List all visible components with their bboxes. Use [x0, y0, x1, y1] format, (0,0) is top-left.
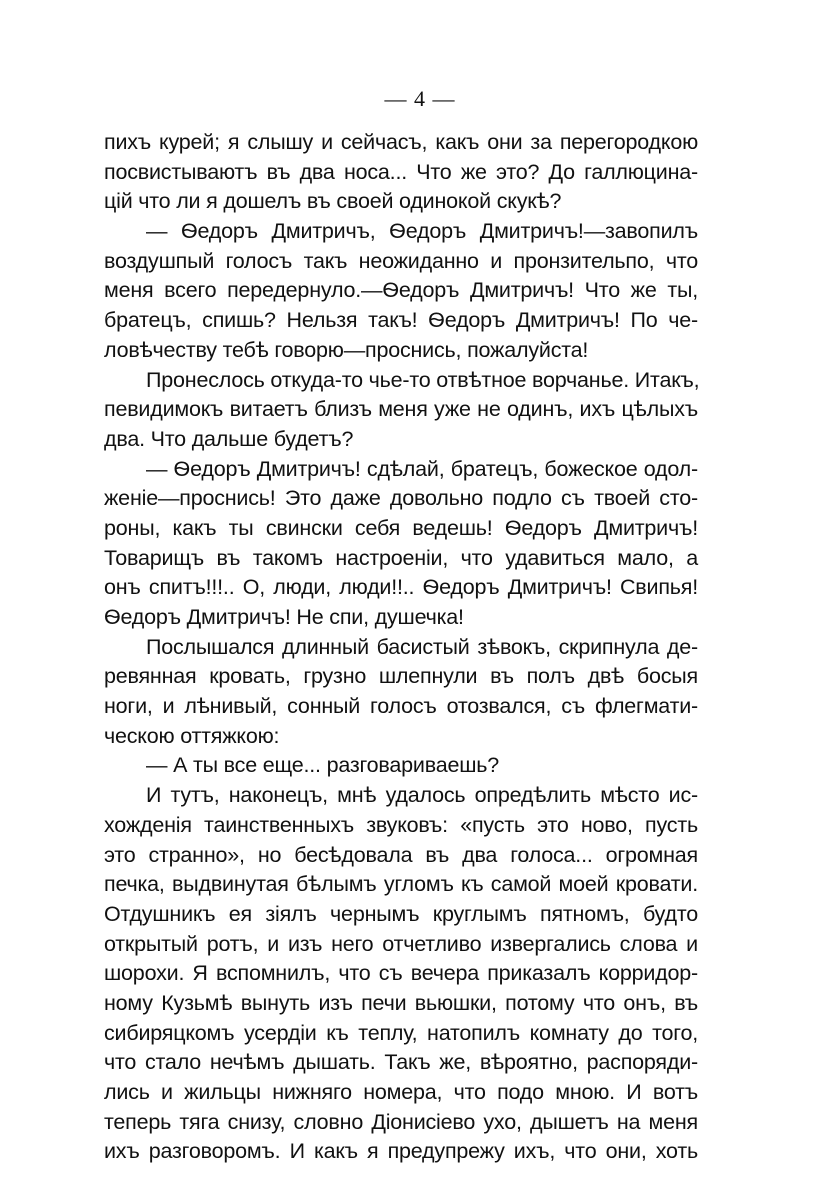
- text-line: — А ты все еще... разговариваешь?: [146, 753, 500, 778]
- text-line: сибиряцкомъ усердіи къ теплу, натопилъ комнату до того,: [104, 1020, 698, 1045]
- text-line: роны, какъ ты свински себя ведешь! Ѳедоръ Дмитричъ!: [104, 515, 698, 540]
- text-line: братецъ, спишь? Нельзя такъ! Ѳедоръ Дмитричъ! По че-: [104, 308, 698, 333]
- text-line: посвистываютъ въ два носа... Что же это? До галлюцина-: [104, 159, 698, 184]
- text-line: воздушпый голосъ такъ неожиданно и пронзительпо, что: [104, 248, 698, 273]
- text-line: Пронеслось откуда-то чье-то отвѣтное ворчанье. Итакъ,: [146, 367, 700, 392]
- text-line: лись и жильцы нижняго номера, что подо мною. И вотъ: [104, 1080, 698, 1104]
- text-line: хожденія таинственныхъ звуковъ: «пусть это ново, пусть: [104, 812, 698, 837]
- text-line: это странно», но бесѣдовала въ два голоса... огромная: [104, 842, 698, 867]
- text-line: — Ѳедоръ Дмитричъ! сдѣлай, братецъ, божеское одол-: [146, 456, 698, 481]
- text-line: И тутъ, наконецъ, мнѣ удалось опредѣлить мѣсто ис-: [146, 783, 698, 808]
- text-line: печка, выдвинутая бѣлымъ угломъ къ самой моей кровати.: [104, 872, 698, 897]
- text-line: меня всего передернуло.—Ѳедоръ Дмитричъ! Что же ты,: [104, 278, 698, 303]
- text-line: пихъ курей; я слышу и сейчасъ, какъ они за перегородкою: [104, 130, 698, 154]
- text-line: ному Кузьмѣ вынуть изъ печи вьюшки, потому что онъ, въ: [104, 990, 698, 1015]
- text-line: женіе—проснись! Это даже довольно подло съ твоей сто-: [104, 486, 698, 511]
- text-line: ихъ разговоромъ. И какъ я предупрежу ихъ, что они, хоть: [104, 1139, 698, 1164]
- text-line: ноги, и лѣнивый, сонный голосъ отозвался, съ флегмати-: [104, 694, 698, 719]
- text-line: Ѳедоръ Дмитричъ! Не спи, душечка!: [104, 605, 464, 629]
- text-line: два. Что дальше будетъ?: [104, 426, 354, 451]
- text-line: теперь тяга снизу, словно Діонисіево ухо, дышетъ на меня: [104, 1109, 698, 1134]
- text-line: ревянная кровать, грузно шлепнули въ полъ двѣ босыя: [104, 664, 698, 689]
- text-line: певидимокъ витаетъ близъ меня уже не одинъ, ихъ цѣлыхъ: [104, 397, 698, 422]
- text-line: открытый ротъ, и изъ него отчетливо извергались слова и: [104, 931, 698, 956]
- text-line: Товарищъ въ такомъ настроеніи, что удавиться мало, а: [104, 545, 698, 570]
- text-line: онъ спитъ!!!.. О, люди, люди!!.. Ѳедоръ Дмитричъ! Свипья!: [104, 575, 698, 600]
- text-line: шорохи. Я вспомнилъ, что съ вечера приказалъ корридор-: [104, 961, 698, 986]
- text-line: Послышался длинный басистый зѣвокъ, скрипнула де-: [146, 634, 698, 659]
- text-line: цій что ли я дошелъ въ своей одинокой скукѣ?: [104, 189, 562, 214]
- text-line: — Ѳедоръ Дмитричъ, Ѳедоръ Дмитричъ!—завопилъ: [146, 219, 698, 244]
- text-line: что стало нечѣмъ дышать. Такъ же, вѣроятно, распоряди-: [104, 1050, 698, 1075]
- text-line: ловѣчеству тебѣ говорю—проснись, пожалуйста!: [104, 337, 589, 362]
- page-number: — 4 —: [384, 86, 456, 111]
- text-line: ческою оттяжкою:: [104, 723, 280, 748]
- text-line: Отдушникъ ея зіялъ чернымъ круглымъ пятномъ, будто: [104, 901, 698, 926]
- body-text: [104, 128, 698, 1167]
